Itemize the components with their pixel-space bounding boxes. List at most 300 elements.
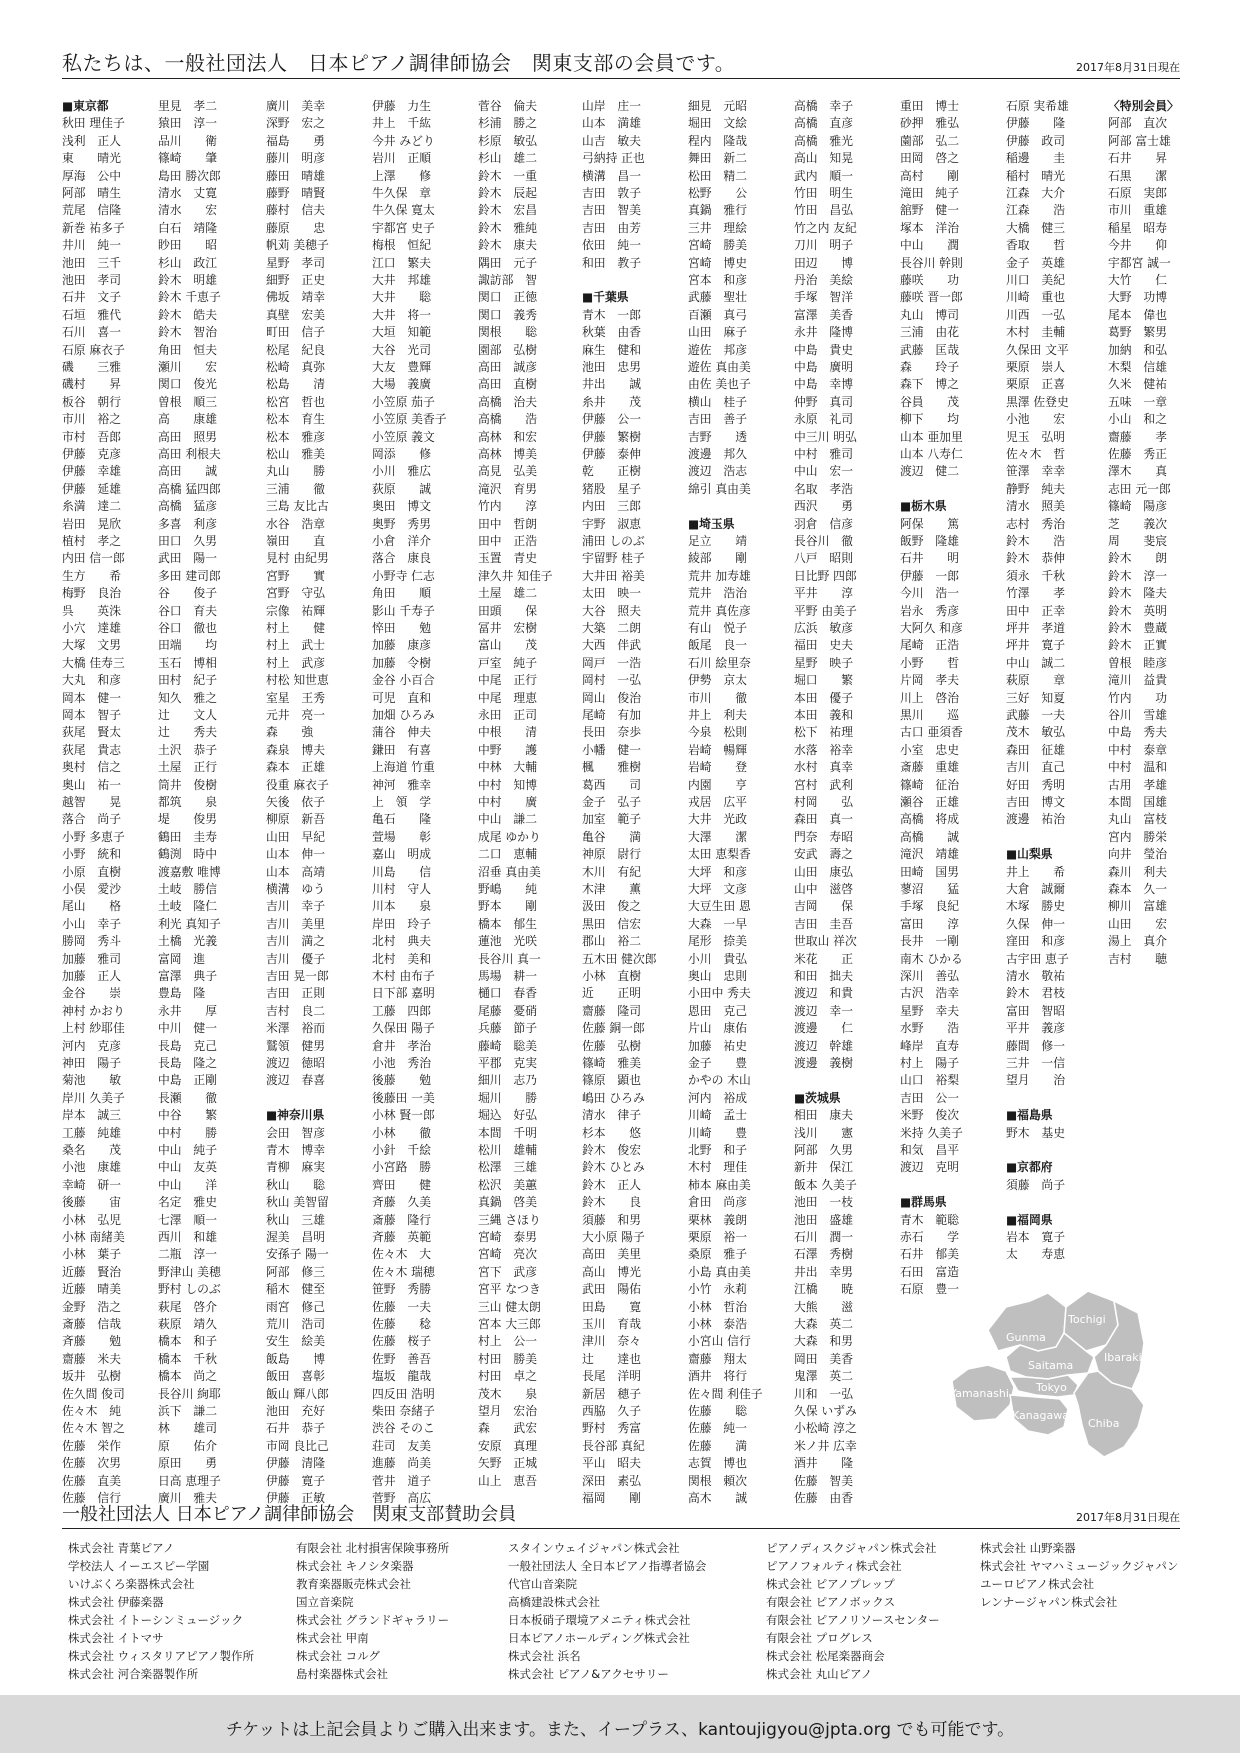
member-name: 中尾 理恵 (478, 690, 537, 705)
member-name: 嶺田 直 (266, 534, 325, 548)
member-name: 落合 尚子 (62, 812, 121, 827)
member-name: 萩原 章 (1006, 673, 1065, 688)
sponsor-name: 日本ピアノホールディング株式会社 (508, 1631, 690, 1645)
member-name: 谷川 雪雄 (1108, 708, 1167, 722)
member-name: 岡戸 一浩 (582, 655, 641, 670)
member-name: 小林 哲治 (688, 1299, 747, 1314)
member-name: 大谷 光司 (372, 342, 431, 357)
member-name: 奥村 信之 (62, 760, 121, 775)
member-name: 小原 直樹 (62, 864, 121, 879)
member-name: 滝川 益貴 (1108, 673, 1167, 688)
member-name: 有山 悦子 (688, 621, 747, 635)
sponsor-name: 株式会社 甲南 (296, 1631, 369, 1645)
member-name: 上村 紗耶佳 (62, 1021, 125, 1036)
section-heading: ■京都府 (1006, 1160, 1053, 1175)
member-name: 高田 美里 (582, 1247, 641, 1262)
member-name: 高橋 誠 (900, 829, 959, 844)
sponsor-name: いけぶくろ楽器株式会社 (68, 1577, 195, 1591)
member-name: 宮村 武利 (794, 777, 853, 792)
member-name: 武藤 匡哉 (900, 342, 959, 357)
member-name: 吉田 圭吾 (794, 916, 853, 931)
sponsor-name: ピアノディスクジャパン株式会社 (766, 1541, 937, 1555)
member-name: 茂木 泉 (478, 1386, 537, 1401)
member-name: 羽倉 信彦 (794, 516, 853, 531)
member-name: 岡田 美香 (794, 1351, 853, 1366)
member-name: 後藤 勉 (372, 1073, 431, 1088)
member-name: 福田 史夫 (794, 638, 853, 653)
member-name: 岩崎 暢輝 (688, 742, 747, 757)
member-name: 小林 南緒美 (62, 1230, 125, 1244)
sponsor-name: 一般社団法人 全日本ピアノ指導者協会 (508, 1559, 707, 1573)
member-name: 辻 秀夫 (158, 725, 217, 740)
member-name: 細見 元昭 (688, 99, 747, 113)
member-name: 尾山 格 (62, 899, 121, 914)
member-name: 成尾 ゆかり (478, 829, 541, 844)
sponsor-name: 株式会社 ウィスタリアピアノ製作所 (68, 1649, 255, 1663)
member-name: 斎藤 信哉 (62, 1317, 121, 1331)
member-name: 田頭 保 (478, 603, 537, 618)
member-name: 石川 潤一 (794, 1230, 853, 1244)
member-name: 長谷部 真紀 (582, 1438, 645, 1453)
member-name: 栗原 裕一 (688, 1230, 747, 1244)
member-name: 本田 義和 (794, 708, 853, 722)
member-name: 浅利 正人 (62, 133, 121, 148)
member-name: 吉村 良二 (266, 1003, 325, 1018)
member-name: 伊藤 繁樹 (582, 429, 641, 444)
member-name: 佐藤 秀正 (1108, 447, 1167, 461)
member-name: 川西 一弘 (1006, 307, 1065, 322)
member-name: 荻尾 貴志 (62, 742, 121, 757)
member-name: 古沢 浩幸 (900, 986, 959, 1001)
member-name: 今井 仰 (1108, 238, 1167, 253)
member-name: 野木 基史 (1006, 1125, 1065, 1140)
member-name: 梅根 恒紀 (372, 238, 431, 253)
member-name: 小川 貴弘 (688, 951, 747, 966)
sponsor-name: レンナージャパン株式会社 (980, 1595, 1118, 1609)
member-name: 高山 博光 (582, 1264, 641, 1279)
member-name: 佐々木 純 (62, 1404, 121, 1418)
member-name: 五味 一章 (1108, 394, 1167, 409)
member-name: 田崎 国男 (900, 864, 959, 879)
member-name: 萩原 靖久 (158, 1317, 217, 1331)
member-name: 日比野 四郎 (794, 568, 857, 583)
member-name: 汲田 俊之 (582, 899, 641, 914)
member-name: 佐藤 信行 (62, 1491, 121, 1505)
member-name: 秋山 聡 (266, 1177, 325, 1192)
member-name: 中島 廣明 (794, 360, 853, 374)
member-name: 仲野 真司 (794, 394, 853, 409)
member-name: 川島 信 (372, 864, 431, 879)
member-name: 佐野 善吾 (372, 1351, 431, 1366)
member-name: 小針 千絵 (372, 1143, 431, 1157)
member-name: 楓 雅樹 (582, 760, 641, 775)
member-name: 齊田 健 (372, 1177, 431, 1192)
member-name: 中村 廣 (478, 795, 537, 809)
member-name: 伊藤 公一 (582, 412, 641, 427)
sponsor-name: 株式会社 松尾楽器商会 (766, 1649, 885, 1663)
member-name: 森本 久一 (1108, 882, 1167, 896)
member-name: 大垣 知範 (372, 325, 431, 340)
member-name: 石井 明 (900, 551, 959, 566)
member-name: 児玉 弘明 (1006, 429, 1065, 444)
member-name: 岩本 寛子 (1006, 1230, 1065, 1244)
member-name: 葛西 司 (582, 777, 641, 792)
member-name: 本田 優子 (794, 690, 853, 705)
member-name: 吉田 正則 (266, 986, 325, 1001)
member-name: 新井 保江 (794, 1160, 853, 1175)
member-name: 井上 利夫 (688, 708, 747, 722)
member-name: 大場 義廣 (372, 377, 431, 392)
member-name: 桑原 雅子 (688, 1247, 747, 1262)
member-name: 長井 一剛 (900, 934, 959, 949)
member-name: 角田 順 (372, 586, 431, 601)
member-name: 眇田 昭 (158, 238, 217, 253)
member-name: 今泉 松則 (688, 725, 747, 740)
member-name: 田中 哲朗 (478, 516, 537, 531)
member-name: 蒲谷 伸夫 (372, 725, 431, 740)
member-name: 篠原 顕也 (582, 1073, 641, 1088)
member-name: 横溝 昌一 (582, 168, 641, 183)
member-name: 小宮山 信行 (688, 1334, 751, 1349)
member-name: 佐藤 純一 (688, 1421, 747, 1436)
member-name: 冨井 宏樹 (478, 621, 537, 635)
member-name: 野村 しのぶ (158, 1282, 221, 1297)
member-name: 吉田 博文 (1006, 795, 1065, 809)
member-name: 荒尾 信隆 (62, 203, 121, 218)
sponsor-name: 株式会社 ピアノプレップ (766, 1577, 895, 1591)
member-name: 世取山 祥次 (794, 934, 857, 949)
member-name: 高林 和宏 (478, 429, 537, 444)
member-name: 富山 茂 (478, 638, 537, 653)
member-name: 柴田 奈緒子 (372, 1404, 435, 1418)
member-name: 利光 真知子 (158, 916, 221, 931)
member-name: 長谷川 真一 (478, 951, 541, 966)
member-name: 森 玲子 (900, 360, 959, 374)
member-name: 永原 礼司 (794, 412, 853, 427)
member-name: 田村 紀子 (158, 673, 217, 688)
member-name: 矢野 正城 (478, 1456, 537, 1471)
member-name: 木村 理佳 (688, 1160, 747, 1175)
member-name: 秋田 理佳子 (62, 116, 125, 131)
member-name: 松島 清 (266, 377, 325, 392)
member-name: 伊藤 隆 (1006, 116, 1065, 131)
member-name: 塩坂 龍哉 (372, 1369, 431, 1384)
member-name: 奥山 忠則 (688, 969, 747, 983)
member-name: 井上 希 (1006, 864, 1065, 879)
member-name: 江口 繁夫 (372, 255, 431, 270)
member-name: 深川 善弘 (900, 969, 959, 983)
member-name: 菅野 高広 (372, 1491, 431, 1505)
member-name: 笹澤 幸幸 (1006, 464, 1065, 479)
member-name: 呉 英洙 (62, 603, 121, 618)
member-name: 岡本 健一 (62, 690, 121, 705)
member-name: 高木 誠 (688, 1491, 747, 1505)
member-name: 高橋 幸子 (794, 99, 853, 113)
sponsor-name: スタインウェイジャパン株式会社 (508, 1541, 680, 1555)
member-name: 牛久保 寛太 (372, 203, 435, 218)
member-name: 渋谷 そのこ (372, 1421, 435, 1436)
member-name: 金子 英雄 (1006, 255, 1065, 270)
member-name: 佐藤 桜子 (372, 1334, 431, 1349)
member-name: 志村 秀治 (1006, 516, 1065, 531)
member-name: 中山 誠二 (1006, 655, 1065, 670)
member-name: 渡辺 幸一 (794, 1003, 853, 1018)
member-name: 角田 恒夫 (158, 342, 217, 357)
member-name: 石川 喜一 (62, 325, 121, 340)
map-label-ibaraki: Ibaraki (1104, 1351, 1142, 1364)
member-name: 竹内 淳 (478, 499, 537, 514)
member-name: 青木 一郎 (582, 307, 641, 322)
member-name: 小池 康雄 (62, 1160, 121, 1175)
member-name: 兵藤 節子 (478, 1021, 537, 1036)
member-name: 谷口 徹也 (158, 621, 217, 635)
member-name: 飯本 久美子 (794, 1177, 857, 1192)
member-name: 筒井 俊樹 (158, 777, 217, 792)
sponsors-header (62, 1500, 1180, 1529)
sponsor-name: 教育楽器販売株式会社 (296, 1577, 411, 1591)
member-name: 稲木 健至 (266, 1282, 325, 1297)
member-name: 宇都宮 史子 (372, 220, 435, 235)
member-name: 中島 貴史 (794, 342, 853, 357)
member-name: 石黒 潔 (1108, 168, 1167, 183)
section-heading: 〈特別会員〉 (1108, 99, 1179, 113)
member-name: 竹之内 友紀 (794, 220, 857, 235)
member-name: 八戸 昭則 (794, 551, 853, 566)
member-name: 滝沢 靖雄 (900, 847, 959, 862)
member-name: 竹田 昌弘 (794, 203, 853, 218)
member-name: 会田 智彦 (266, 1125, 325, 1140)
member-name: 奥山 祐一 (62, 777, 121, 792)
member-name: 山本 満雄 (582, 116, 641, 131)
member-name: 加藤 祐史 (688, 1038, 747, 1053)
member-name: 平郡 克実 (478, 1056, 537, 1070)
member-name: 篠崎 雅美 (582, 1056, 641, 1070)
member-name: 三浦 由花 (900, 325, 959, 340)
member-name: 伊藤 清隆 (266, 1456, 325, 1471)
member-name: 関口 義秀 (478, 307, 537, 322)
member-name: 森本 正雄 (266, 760, 325, 775)
member-name: 鈴木 俊宏 (582, 1143, 641, 1157)
member-name: 松山 雅美 (266, 447, 325, 461)
member-name: 松川 雄輔 (478, 1143, 537, 1157)
member-name: 鶴渕 時中 (158, 847, 217, 862)
sponsor-name: 島村楽器株式会社 (296, 1667, 388, 1681)
member-name: 神村 かおり (62, 1003, 125, 1018)
member-name: 柳原 新吾 (266, 812, 325, 827)
member-name: 木村 圭輔 (1006, 325, 1065, 340)
member-name: 大坪 和彦 (688, 864, 747, 879)
member-name: 土屋 正行 (158, 760, 217, 775)
member-name: 吉川 幸子 (266, 899, 325, 914)
member-name: 長谷川 幹則 (900, 255, 963, 270)
member-name: 薗部 弘二 (900, 133, 959, 148)
member-name: 池田 忠男 (582, 360, 641, 374)
member-name: 井上 千紘 (372, 116, 431, 131)
member-name: 志賀 博也 (688, 1456, 747, 1471)
member-name: 大井 光政 (688, 812, 747, 827)
section-heading: ■栃木県 (900, 499, 947, 514)
member-name: 宇野 淑恵 (582, 516, 641, 531)
member-name: 北村 美和 (372, 951, 431, 966)
member-name: 小池 秀治 (372, 1056, 431, 1070)
member-name: 酒井 将行 (688, 1369, 747, 1384)
member-name: 水野 浩 (900, 1021, 959, 1036)
member-name: 森泉 博夫 (266, 742, 325, 757)
member-name: 土岐 隆仁 (158, 899, 217, 914)
member-name: 田辺 博 (794, 255, 853, 270)
member-name: 東 晴光 (62, 151, 121, 166)
member-name: 金子 豊 (688, 1056, 747, 1070)
member-name: 吉田 晃一郎 (266, 969, 329, 983)
sponsor-name: 株式会社 イトマサ (68, 1631, 164, 1645)
member-name: 星野 幸夫 (900, 1003, 959, 1018)
member-name: 木塚 勝史 (1006, 899, 1065, 914)
member-name: 石川 絵里奈 (688, 655, 751, 670)
member-name: 丸山 博司 (900, 307, 959, 322)
member-name: 尾崎 正浩 (900, 638, 959, 653)
member-name: 石原 実希雄 (1006, 99, 1069, 113)
member-name: 平山 昭夫 (582, 1456, 641, 1471)
member-name: 鈴木 隆夫 (1108, 586, 1167, 601)
member-name: 由佐 美也子 (688, 377, 751, 392)
sponsor-name: 株式会社 コルグ (296, 1649, 380, 1663)
member-name: 岩永 秀彦 (900, 603, 959, 618)
member-name: 渡辺 幹雄 (794, 1038, 853, 1053)
member-name: 中島 秀夫 (1108, 725, 1167, 740)
member-name: 大橋 健三 (1006, 220, 1065, 235)
member-name: 清水 丈寛 (158, 186, 217, 200)
member-name: 山本 伸一 (266, 847, 325, 862)
member-name: 星野 孝司 (266, 255, 325, 270)
member-name: 大倉 誠爾 (1006, 882, 1065, 896)
sponsor-name: 株式会社 丸山ピアノ (766, 1667, 873, 1681)
sponsor-name: 日本板硝子環境アメニティ株式会社 (508, 1613, 691, 1627)
member-name: 水村 真幸 (794, 760, 853, 775)
member-name: 藤田 晴雄 (266, 168, 325, 183)
member-name: 篠崎 陽彦 (1108, 499, 1167, 514)
member-name: 中尾 正行 (478, 673, 537, 688)
member-name: 渡邊 仁 (794, 1021, 853, 1036)
member-name: 北村 典夫 (372, 934, 431, 949)
member-name: 鈴木 千恵子 (158, 290, 221, 305)
member-name: 高田 直樹 (478, 377, 537, 392)
member-name: 倉井 孝治 (372, 1038, 431, 1053)
member-name: 岸田 玲子 (372, 916, 431, 931)
member-name: 尾藤 憂硝 (478, 1003, 537, 1018)
sponsor-name: ピアノフォルティ株式会社 (766, 1559, 902, 1573)
member-name: 石原 実郎 (1108, 186, 1167, 200)
member-name: 市川 裕之 (62, 412, 121, 427)
member-name: 太田 恵梨香 (688, 847, 751, 862)
member-name: 刀川 明子 (794, 238, 853, 253)
member-name: 古口 亜須香 (900, 725, 963, 740)
member-name: 三山 健太朗 (478, 1299, 541, 1314)
sponsors-title: 一般社団法人 日本ピアノ調律師協会 関東支部賛助会員 (62, 1504, 517, 1525)
member-name: 永井 隆博 (794, 325, 853, 340)
member-name: 宮平 なつき (478, 1282, 541, 1297)
member-name: 柳下 均 (900, 412, 959, 427)
member-name: 藤村 信夫 (266, 203, 325, 218)
member-name: 品川 衛 (158, 133, 217, 148)
member-name: 滝田 純子 (900, 186, 959, 200)
member-name: 加藤 康彦 (372, 638, 431, 653)
member-name: 鈴木 恭伸 (1006, 551, 1065, 566)
member-name: 富田 淳 (900, 916, 959, 931)
member-name: 園部 弘樹 (478, 342, 537, 357)
map-label-tochigi: Tochigi (1068, 1313, 1106, 1326)
member-name: 荻原 誠 (372, 481, 431, 496)
member-name: 真鍋 雅行 (688, 203, 747, 218)
member-name: 二口 恵輔 (478, 847, 537, 862)
member-name: 佐藤 銅一郎 (582, 1021, 645, 1036)
member-name: 中林 大輔 (478, 760, 537, 775)
member-name: 武田 陽佑 (582, 1282, 641, 1297)
member-name: 亀谷 満 (582, 829, 641, 844)
member-name: 小林 賢一郎 (372, 1108, 435, 1123)
member-name: 加藤 正人 (62, 969, 121, 983)
member-name: 渡辺 克明 (900, 1160, 959, 1175)
member-name: 飯尾 良一 (688, 638, 747, 653)
member-name: 三縄 さほり (478, 1212, 541, 1227)
member-name: 玉置 青史 (478, 551, 537, 566)
member-name: 奥田 博文 (372, 499, 431, 514)
member-name: 佛坂 靖幸 (266, 290, 325, 305)
member-name: 藤間 修一 (1006, 1038, 1065, 1053)
member-name: 安武 壽之 (794, 847, 853, 862)
member-name: 中山 謙二 (478, 812, 537, 827)
section-heading: ■東京都 (62, 99, 109, 113)
section-heading: ■埼玉県 (688, 516, 735, 531)
member-name: 金谷 崇 (62, 986, 121, 1001)
member-name: 岡村 一弘 (582, 673, 641, 688)
member-name: 長瀬 徹 (158, 1090, 217, 1105)
member-name: 佐藤 直美 (62, 1473, 121, 1488)
sponsor-name: 株式会社 グランドギャラリー (296, 1613, 450, 1627)
member-name: 谷口 育夫 (158, 603, 217, 618)
member-name: 久米 健祐 (1108, 377, 1167, 392)
member-name: 大小原 陽子 (582, 1230, 645, 1244)
member-name: 佐藤 稔 (372, 1317, 431, 1331)
member-name: 伊勢 京太 (688, 673, 747, 688)
member-name: 大築 二朗 (582, 621, 641, 635)
member-name: 新居 穂子 (582, 1386, 641, 1401)
members-header (62, 48, 1180, 79)
member-name: 安生 絵美 (266, 1334, 325, 1349)
member-name: 黒澤 佐登史 (1006, 394, 1069, 409)
member-name: 大西 伴武 (582, 638, 641, 653)
member-name: 村上 健 (266, 621, 325, 635)
member-name: 村田 卓之 (478, 1369, 537, 1384)
member-name: 清水 敬祐 (1006, 969, 1065, 983)
member-name: 秋葉 由香 (582, 325, 641, 340)
member-name: 尾形 捺美 (688, 934, 747, 949)
member-name: 橋本 尚之 (158, 1369, 217, 1384)
member-name: 佐々木 智之 (62, 1421, 125, 1436)
member-name: 知久 雅之 (158, 690, 217, 705)
member-name: 林 雄司 (158, 1421, 217, 1436)
member-name: 上澤 修 (372, 168, 431, 183)
member-name: 乾 正樹 (582, 464, 641, 479)
member-name: 渡嘉敷 唯博 (158, 864, 221, 879)
member-name: 佐藤 弘樹 (582, 1038, 641, 1053)
member-name: 小穴 達雄 (62, 621, 121, 635)
member-name: 細野 正史 (266, 273, 325, 287)
member-name: 近 正明 (582, 986, 641, 1001)
member-name: 小田中 秀夫 (688, 986, 751, 1001)
member-name: 志田 元一郎 (1108, 481, 1171, 496)
member-name: 阿部 修三 (266, 1264, 325, 1279)
member-name: 澤木 真 (1108, 464, 1167, 479)
